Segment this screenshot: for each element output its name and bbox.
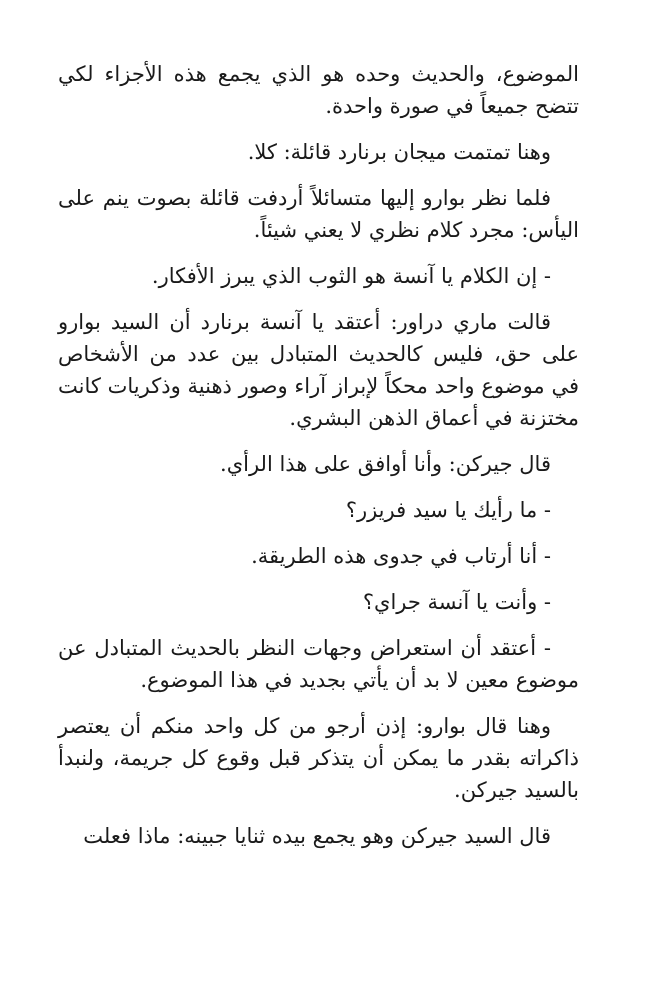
paragraph-6: قال جيركن: وأنا أوافق على هذا الرأي.: [220, 452, 551, 476]
book-page: [58, 58, 579, 852]
paragraph-11: وهنا قال بوارو: إذن أرجو من كل واحد منكم أن يعتصر ذاكراته بقدر ما يمكن أن يتذكر قبل وقوع كل جريمة، ولنبدأ بالسيد جيركن.: [58, 714, 579, 802]
paragraph-5: قالت ماري دراور: أعتقد يا آنسة برنارد أن السيد بوارو على حق، فليس كالحديث المتبادل بين عدد من الأشخاص في موضوع واحد محكاً لإبراز آراء وصور ذهنية وذكريات كانت مختزنة في أعماق الذهن البشري.: [58, 310, 579, 430]
paragraph-1: الموضوع، والحديث وحده هو الذي يجمع هذه الأجزاء لكي تتضح جميعاً في صورة واحدة.: [58, 62, 579, 118]
paragraph-10: - أعتقد أن استعراض وجهات النظر بالحديث المتبادل عن موضوع معين لا بد أن يأتي بجديد في هذا الموضوع.: [58, 636, 579, 692]
paragraph-9: - وأنت يا آنسة جراي؟: [362, 590, 551, 614]
paragraph-3: فلما نظر بوارو إليها متسائلاً أردفت قائلة بصوت ينم على اليأس: مجرد كلام نظري لا يعني شيئاً.: [58, 186, 579, 242]
paragraph-12: قال السيد جيركن وهو يجمع بيده ثنايا جبينه: ماذا فعلت: [83, 824, 551, 848]
paragraph-8: - أنا أرتاب في جدوى هذه الطريقة.: [251, 544, 551, 568]
paragraph-7: - ما رأيك يا سيد فريزر؟: [345, 498, 551, 522]
paragraph-2: وهنا تمتمت ميجان برنارد قائلة: كلا.: [247, 140, 551, 164]
paragraph-4: - إن الكلام يا آنسة هو الثوب الذي يبرز الأفكار.: [151, 264, 551, 288]
